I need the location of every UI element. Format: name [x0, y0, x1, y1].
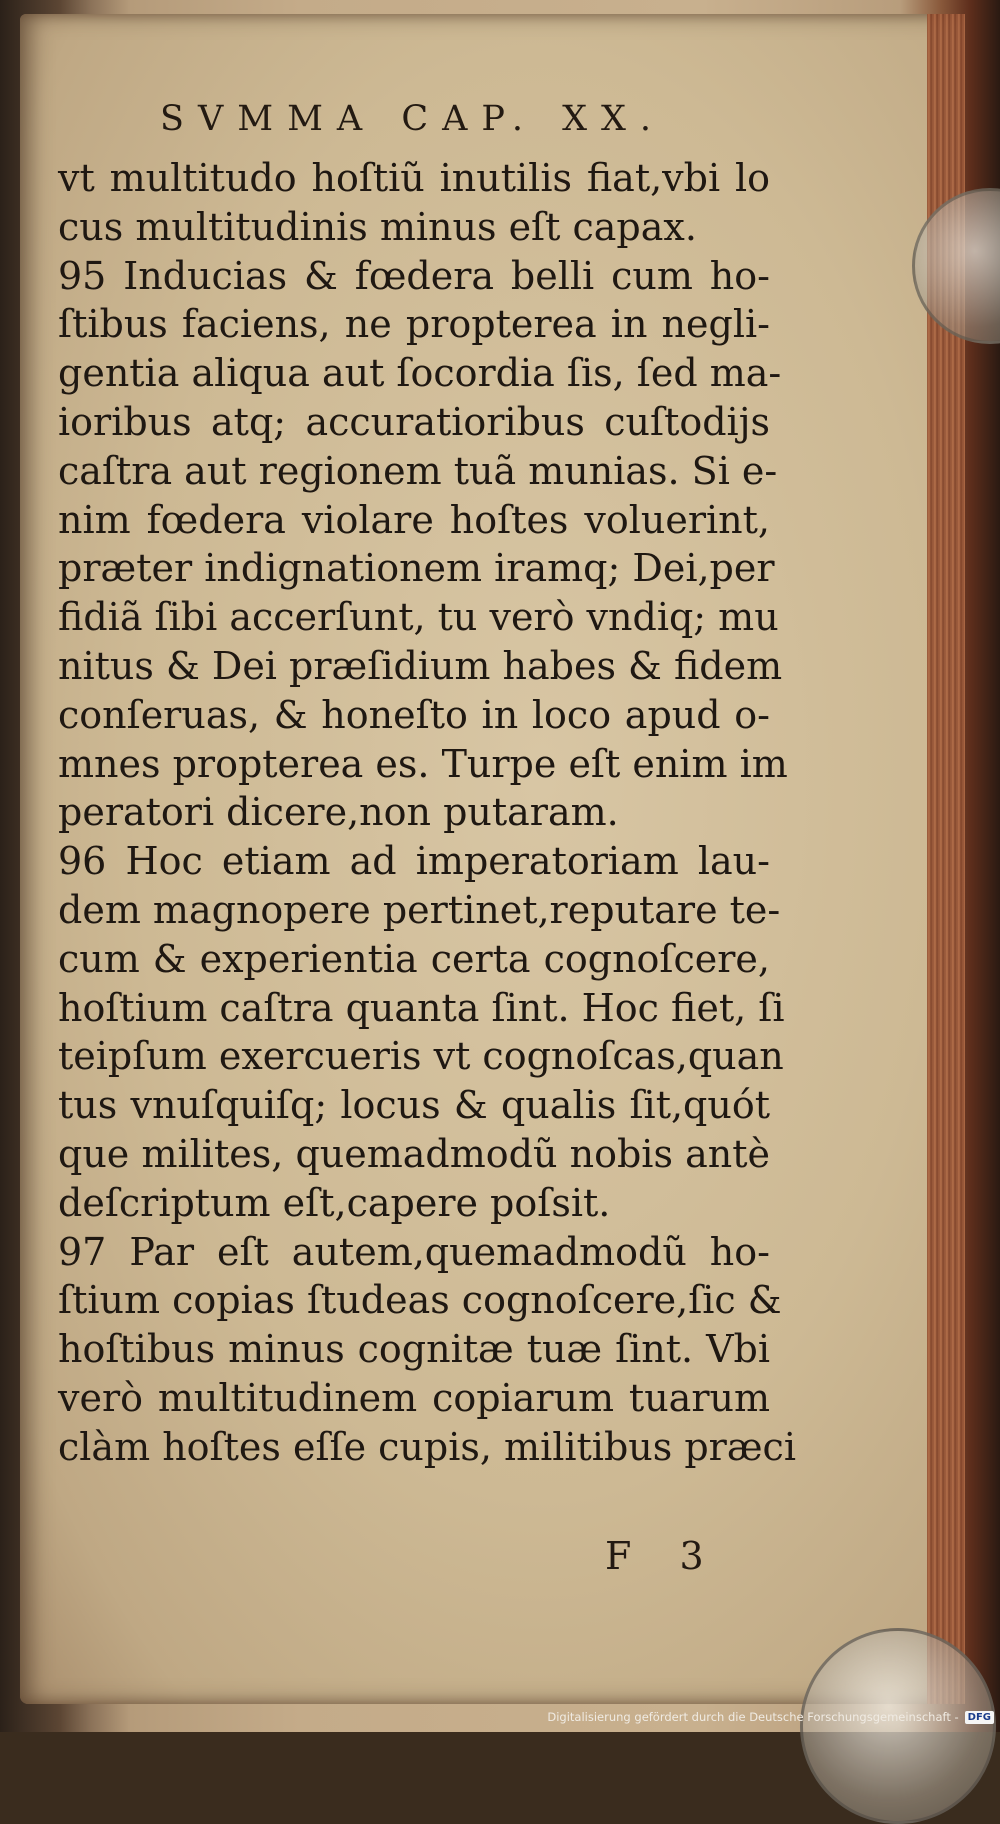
- text-line: præter indignationem iramq; Dei,per: [58, 546, 775, 591]
- text-line: tus vnuſquiſq; locus & qualis ſit,quót: [58, 1083, 770, 1128]
- text-line: verò multitudinem copiarum tuarum: [58, 1375, 770, 1420]
- text-line: fidiã ſibi accerſunt, tu verò vndiq; mu: [58, 595, 779, 640]
- text-line: 96 Hoc etiam ad imperatoriam lau-: [58, 839, 770, 884]
- text-line: dem magnopere pertinet,reputare te-: [58, 887, 781, 932]
- text-line: que milites, quemadmodũ nobis antè: [58, 1131, 770, 1176]
- text-line: ioribus atq; accuratioribus cuſtodijs: [58, 399, 770, 444]
- text-line: cus multitudinis minus eſt capax.: [58, 204, 697, 249]
- text-line: ſtibus faciens, ne propterea in negli-: [58, 302, 770, 347]
- text-line: clàm hoſtes eſſe cupis, militibus præci: [58, 1424, 796, 1469]
- text-line: deſcriptum eſt,capere poſsit.: [58, 1180, 611, 1225]
- text-line: teipſum exercueris vt cognoſcas,quan: [58, 1034, 784, 1079]
- credit-text: Digitalisierung gefördert durch die Deutsche Forschungsgemeinschaft -: [547, 1710, 959, 1724]
- text-line: nitus & Dei præſidium habes & fidem: [58, 643, 783, 688]
- text-line: cum & experientia certa cognoſcere,: [58, 936, 770, 981]
- body-text: [58, 154, 796, 1472]
- text-line: nim fœdera violare hoſtes voluerint,: [58, 497, 770, 542]
- text-line: vt multitudo hoſtiũ inutilis fiat,vbi lo: [58, 156, 770, 200]
- text-line: hoſtium caſtra quanta ſint. Hoc fiet, ſi: [58, 985, 785, 1030]
- book-page: [20, 14, 965, 1704]
- text-line: conſeruas, & honeſto in loco apud o-: [58, 692, 770, 737]
- text-line: 95 Inducias & fœdera belli cum ho-: [58, 253, 770, 298]
- text-line: gentia aliqua aut ſocordia ſis, ſed ma-: [58, 351, 782, 396]
- signature-mark: F 3: [605, 1534, 722, 1578]
- text-line: peratori dicere,non putaram.: [58, 790, 619, 835]
- text-line: hoſtibus minus cognitæ tuæ ſint. Vbi: [58, 1327, 770, 1372]
- text-line: mnes propterea es. Turpe eſt enim im: [58, 741, 788, 786]
- dfg-logo: DFG: [965, 1711, 994, 1724]
- text-line: ſtium copias ſtudeas cognoſcere,ſic &: [58, 1278, 782, 1323]
- running-header: SVMMA CAP. XX.: [160, 99, 666, 139]
- digitization-credit: [547, 1706, 994, 1728]
- text-line: caſtra aut regionem tuã munias. Si e-: [58, 448, 778, 493]
- text-line: 97 Par eſt autem,quemadmodũ ho-: [58, 1229, 770, 1274]
